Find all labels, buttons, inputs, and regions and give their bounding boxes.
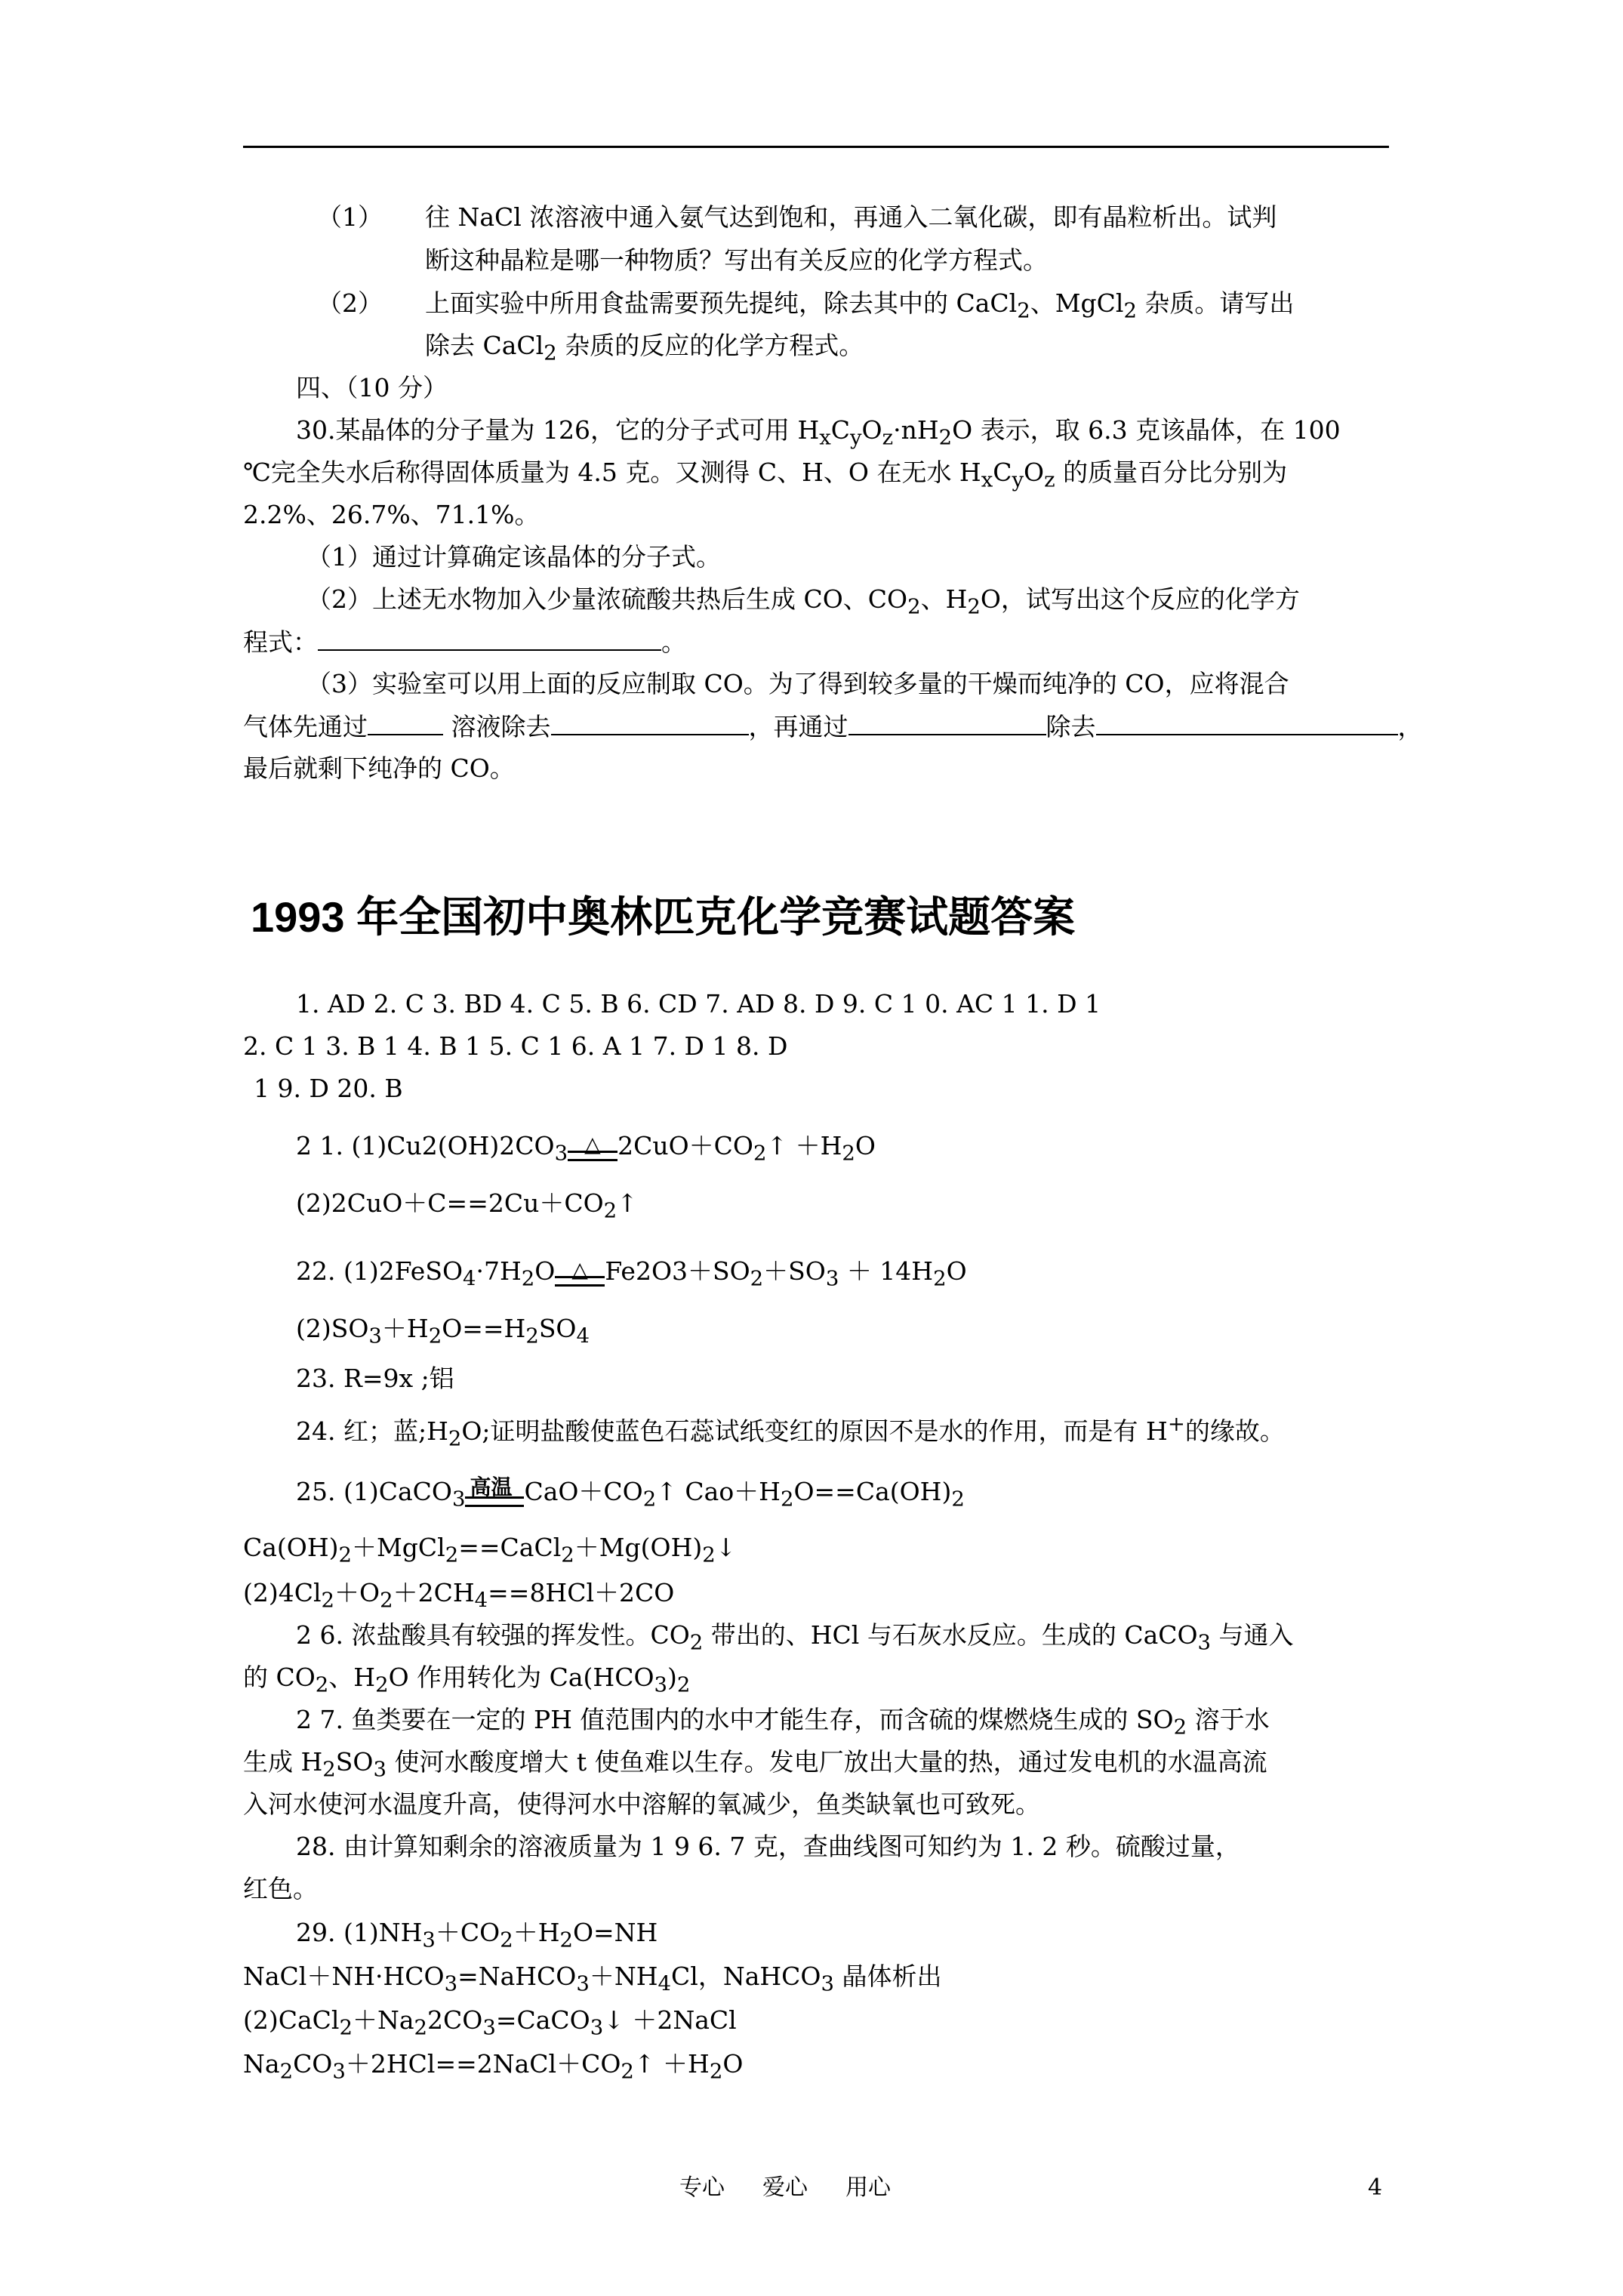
- item-1-text-cont: 断这种晶粒是哪一种物质？写出有关反应的化学方程式。: [425, 245, 1048, 275]
- footer-word-1: 专心: [679, 2174, 725, 2201]
- q30-sub-3: （3）实验室可以用上面的反应制取 CO。为了得到较多量的干燥而纯净的 CO，应将混合: [306, 669, 1289, 698]
- answer-blank: [551, 711, 749, 735]
- answer-blank: [1096, 711, 1398, 735]
- item-2-label: （2）: [317, 288, 383, 318]
- item-1-text: 往 NaCl 浓溶液中通入氨气达到饱和，再通入二氧化碳，即有晶粒析出。试判: [425, 202, 1277, 232]
- answer-27-2: 生成 $H_2SO_3$ 使河水酸度增大 t 使鱼难以生存。发电厂放出大量的热，通过发电机的水温高流: [243, 1747, 1267, 1782]
- answer-29-3: $(2)CaCl_2+Na_22CO_3=CaCO_3↓$ ＋2NaCl: [243, 2005, 737, 2040]
- q30-sub-2: （2）上述无水物加入少量浓硫酸共热后生成 CO、$CO_2$、$H_2O$，试写出这个反应的化学方: [306, 584, 1300, 619]
- answer-29-1: 29. $(1)NH_3+CO_2+H_2O=NH$: [296, 1918, 658, 1952]
- footer-word-2: 爱心: [762, 2174, 808, 2201]
- answer-25-1: 25. (1)CaCO$_3$ 高温 $CaO+CO_2↑$ $Cao+H_2O==Ca(OH)_2$: [296, 1475, 965, 1512]
- answer-25-3: $(2)4Cl_2+O_2+2CH_4==8HCl+2CO$: [243, 1578, 675, 1613]
- q30-sub-3-cont: 气体先通过 溶液除去 ，再通过 除去 ，: [243, 712, 1423, 741]
- answer-27-1: 2 7. 鱼类要在一定的 PH 值范围内的水中才能生存，而含硫的煤燃烧生成的 $SO_2$ 溶于水: [296, 1705, 1270, 1740]
- answer-25-2: $Ca(OH)_2+MgCl_2==CaCl_2+Mg(OH)_2↓$: [243, 1533, 737, 1567]
- answer-22-1: 22. $(1)2FeSO_4\cdot 7H_2O$ △ $Fe2O3+SO_2+SO_3 + 14H_2O$: [296, 1256, 967, 1291]
- heat-condition-equals: △: [555, 1256, 605, 1287]
- answer-24: 24. 红；蓝$;H_2O$;证明盐酸使蓝色石蕊试纸变红的原因不是水的作用，而是有 H+的缘故。: [296, 1412, 1285, 1451]
- answer-mc-line-2: 2. C 1 3. B 1 4. B 1 5. C 1 6. A 1 7. D 1 8. D: [243, 1031, 788, 1061]
- answer-29-4: $Na_2CO_3+2HCl==2NaCl+CO_2↑ +H_2O$: [243, 2049, 744, 2084]
- answer-27-3: 入河水使河水温度升高，使得河水中溶解的氧减少，鱼类缺氧也可致死。: [243, 1789, 1040, 1819]
- answer-23: 23. R=9x ;铝: [296, 1364, 454, 1393]
- item-2-text: 上面实验中所用食盐需要预先提纯，除去其中的 CaCl$_2$、MgCl$_2$ 杂质。请写出: [425, 288, 1295, 323]
- q30-sub-2-cont: 程式： 。: [243, 627, 686, 657]
- answer-21-2: $(2)2CuO+C==2Cu+CO_2↑$: [296, 1188, 638, 1223]
- item-2-text-cont: 除去 CaCl$_2$ 杂质的反应的化学方程式。: [425, 331, 864, 365]
- answer-21-1: 2 1. $(1)Cu2(OH)2CO_3$ △ $2CuO+CO_2↑ +H_2O$: [296, 1131, 876, 1166]
- answer-26-1: 2 6. 浓盐酸具有较强的挥发性。$CO_2$ 带出的、HCl 与石灰水反应。生成的 CaCO$_3$ 与通入: [296, 1620, 1294, 1655]
- answer-22-2: $(2)SO_3+H_2O==H_2SO_4$: [296, 1314, 590, 1348]
- answers-title: 1993 年全国初中奥林匹克化学竞赛试题答案: [251, 893, 1076, 941]
- answer-blank: [848, 711, 1046, 735]
- high-temperature-condition-equals: 高温: [465, 1477, 524, 1507]
- header-rule: [243, 146, 1389, 148]
- q30-line-2: ℃完全失水后称得固体质量为 4.5 克。又测得 C、H、O 在无水 $H_xC_yO_z$ 的质量百分比分别为: [243, 458, 1288, 492]
- q30-line-3: 2.2%、26.7%、71.1%。: [243, 500, 540, 529]
- answer-mc-line-1: 1. AD 2. C 3. BD 4. C 5. B 6. CD 7. AD 8. D 9. C 1 0. AC 1 1. D 1: [296, 989, 1101, 1019]
- answer-28-1: 28. 由计算知剩余的溶液质量为 1 9 6. 7 克，查曲线图可知约为 1. 2 秒。硫酸过量，: [296, 1832, 1240, 1861]
- item-1-label: （1）: [317, 202, 383, 232]
- page-number: 4: [1368, 2174, 1383, 2201]
- q30-sub-1: （1）通过计算确定该晶体的分子式。: [306, 542, 721, 572]
- section-4-heading: 四、（10 分）: [296, 373, 448, 402]
- answer-blank: [318, 627, 661, 651]
- footer-word-3: 用心: [845, 2174, 891, 2201]
- answer-26-2: 的 $CO_2$、$H_2O$ 作用转化为 $Ca(HCO_3)_2$: [243, 1663, 691, 1697]
- answer-mc-line-3: 1 9. D 20. B: [254, 1074, 403, 1103]
- q30-sub-3-end: 最后就剩下纯净的 CO。: [243, 754, 515, 783]
- answer-28-2: 红色。: [243, 1874, 318, 1903]
- q30-line-1: 30.某晶体的分子量为 126，它的分子式可用 $H_xC_yO_z\cdot nH_2O$ 表示，取 6.3 克该晶体，在 100: [296, 415, 1341, 450]
- answer-blank: [368, 711, 443, 735]
- heat-condition-equals: △: [568, 1131, 617, 1161]
- answer-29-2: $NaCl+NH\cdot HCO_3=NaHCO_3+NH_4Cl$，NaHCO$_3$ 晶体析出: [243, 1962, 942, 1996]
